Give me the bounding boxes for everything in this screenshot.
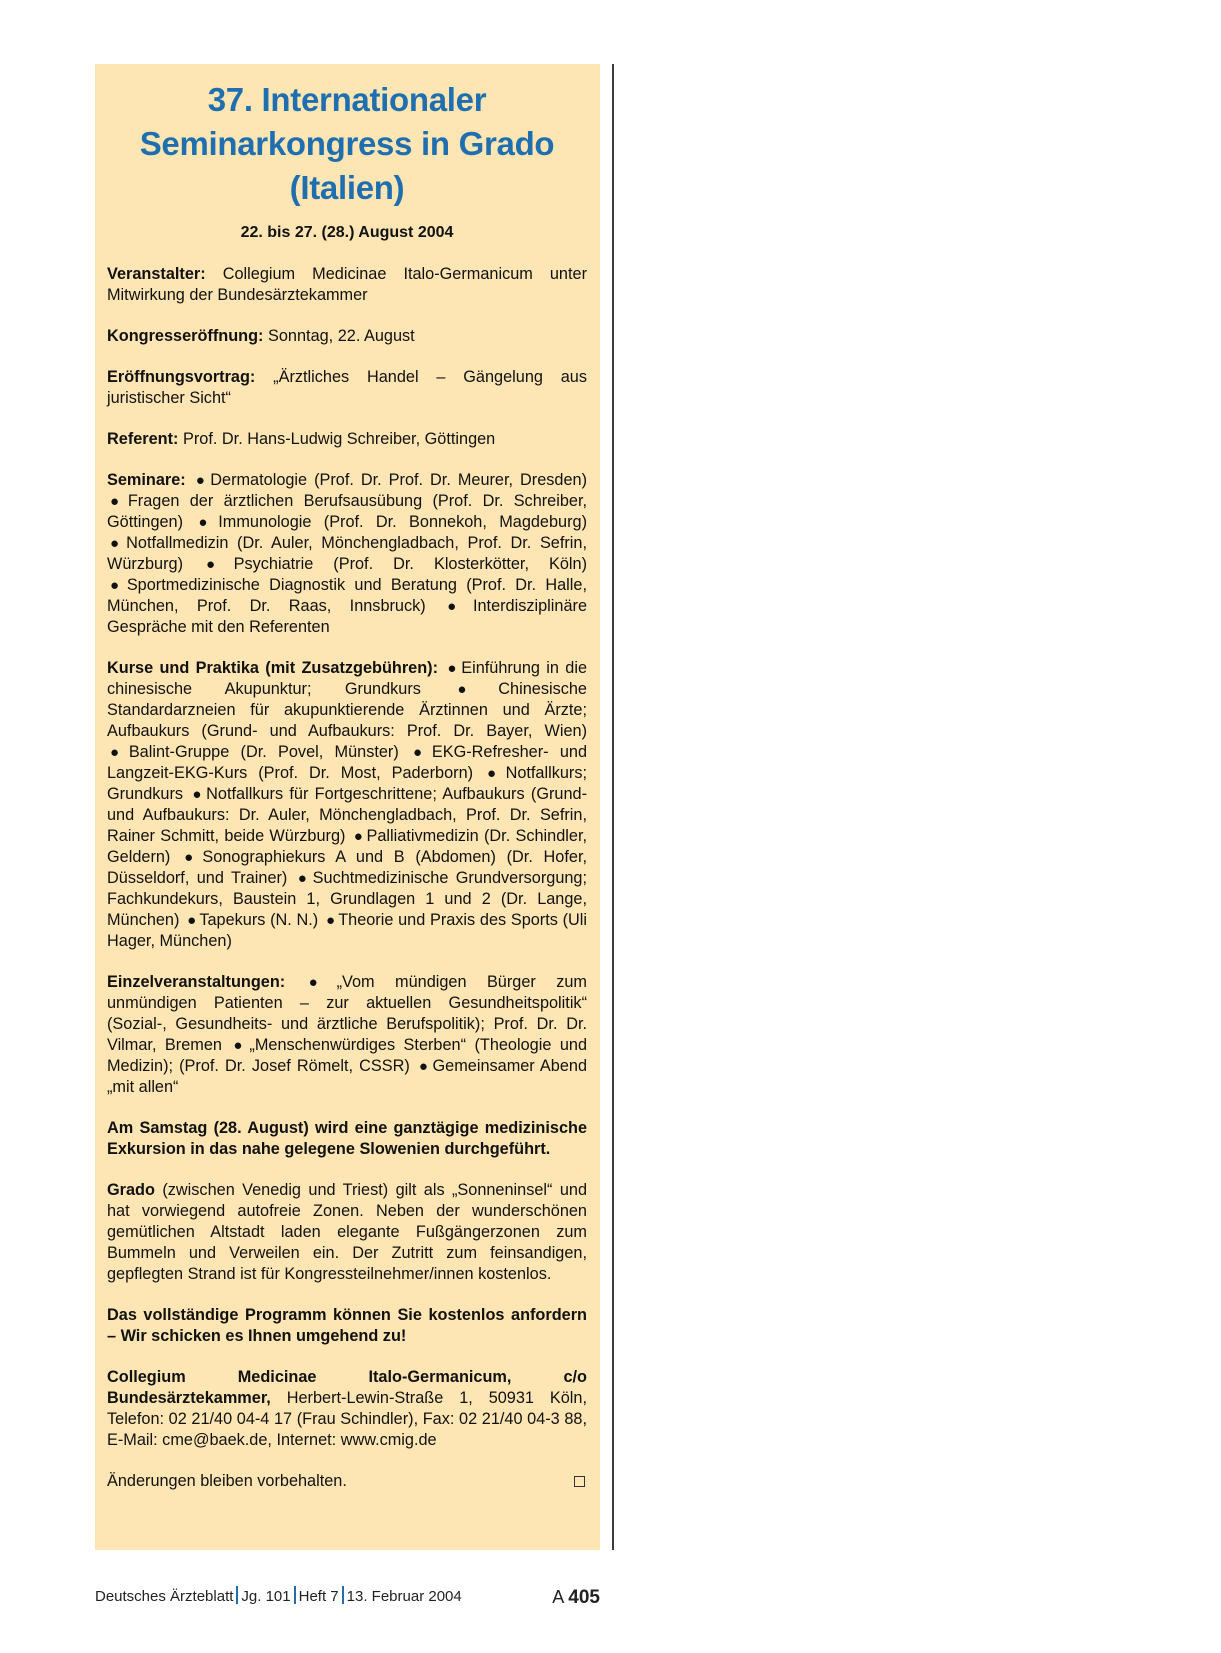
end-square-icon xyxy=(574,1476,585,1487)
column-rule xyxy=(612,64,614,1550)
veranstalter-text: Collegium Medicinae Italo-Germanicum unter Mitwirkung der Bundesärztekammer xyxy=(107,265,587,304)
kurs-item: Theorie und Praxis des Sports (Uli Hager, München) xyxy=(107,911,588,950)
eroeffnung-text: Sonntag, 22. August xyxy=(268,327,415,345)
bullet-icon: ● xyxy=(447,660,459,677)
aenderungen-text: Änderungen bleiben vorbehalten. xyxy=(107,1472,347,1490)
bullet-icon: ● xyxy=(418,1058,430,1075)
eroeffnung-paragraph xyxy=(107,326,587,347)
vortrag-text: „Ärztliches Handel – Gängelung aus juristischer Sicht“ xyxy=(107,368,587,407)
kontakt-paragraph xyxy=(107,1367,587,1451)
footer-datum: 13. Februar 2004 xyxy=(346,1588,462,1605)
kurse-paragraph xyxy=(107,658,587,952)
referent-paragraph xyxy=(107,429,587,450)
bullet-icon: ● xyxy=(457,681,496,698)
bullet-icon: ● xyxy=(308,974,334,991)
bullet-icon: ● xyxy=(192,786,204,803)
seminar-item: Dermatologie (Prof. Dr. Prof. Dr. Meurer, Dresden) xyxy=(210,471,587,489)
bullet-icon: ● xyxy=(184,849,200,866)
seminar-item: Notfallmedizin (Dr. Auler, Mönchengladbach, Prof. Dr. Sefrin, Würzburg) xyxy=(107,534,587,573)
bullet-icon: ● xyxy=(187,912,197,929)
kurse-label: Kurse und Praktika (mit Zusatzgebühren): xyxy=(107,659,439,677)
referent-label: Referent: xyxy=(107,430,179,448)
bullet-icon: ● xyxy=(206,556,231,573)
bullet-icon: ● xyxy=(110,577,124,594)
bullet-icon: ● xyxy=(233,1037,247,1054)
footer-jahrgang: Jg. 101 xyxy=(241,1588,291,1605)
footer-separator xyxy=(236,1586,238,1604)
bullet-icon: ● xyxy=(110,744,126,761)
footer-journal: Deutsches Ärzteblatt xyxy=(95,1588,234,1605)
veranstalter-paragraph xyxy=(107,264,587,306)
bullet-icon: ● xyxy=(297,870,310,887)
aenderungen-row xyxy=(107,1471,587,1492)
footer-heft: Heft 7 xyxy=(298,1588,339,1605)
einzel-item: Gemeinsamer Abend „mit allen“ xyxy=(107,1057,587,1096)
seminar-item: Psychiatrie (Prof. Dr. Klosterkötter, Köln) xyxy=(233,555,588,573)
vortrag-label: Eröffnungsvortrag: xyxy=(107,368,256,386)
kurs-item: Notfallkurs für Fortgeschrittene; Aufbaukurs (Grund- und Aufbaukurs: Dr. Auler, Mönchengladbach, Prof. Dr. Sefrin, Rainer Schmitt, beide Würzburg) xyxy=(107,785,587,845)
kurs-item: Einführung in die chinesische Akupunktur; Grundkurs xyxy=(107,659,587,698)
grado-label: Grado xyxy=(107,1181,155,1199)
programm-paragraph: Das vollständige Programm können Sie kostenlos anfordern – Wir schicken es Ihnen umgehend zu! xyxy=(107,1306,587,1345)
einzel-label: Einzelveranstaltungen: xyxy=(107,973,286,991)
page-footer xyxy=(95,1585,600,1609)
seminar-item: Fragen der ärztlichen Berufsausübung (Prof. Dr. Schreiber, Göttingen) xyxy=(107,492,588,531)
title-line: 37. Internationaler xyxy=(207,81,487,118)
page-number-value: 405 xyxy=(568,1587,600,1608)
kurs-item: Balint-Gruppe (Dr. Povel, Münster) xyxy=(128,743,399,761)
einzel-item: „Vom mündigen Bürger zum unmündigen Patienten – zur aktuellen Gesundheitspolitik“ (Sozial-, Gesundheits- und ärztliche Berufspolitik); Prof. Dr. Dr. Vilmar, Bremen xyxy=(107,973,587,1054)
bullet-icon: ● xyxy=(110,493,125,510)
seminar-item: Immunologie (Prof. Dr. Bonnekoh, Magdeburg) xyxy=(218,513,587,531)
event-date: 22. bis 27. (28.) August 2004 xyxy=(240,224,454,241)
seminar-item: Interdisziplinäre Gespräche mit den Referenten xyxy=(107,597,587,636)
footer-separator xyxy=(294,1586,296,1604)
bullet-icon: ● xyxy=(198,514,216,531)
bullet-icon: ● xyxy=(195,472,208,489)
bullet-icon: ● xyxy=(413,744,429,761)
referent-text: Prof. Dr. Hans-Ludwig Schreiber, Göttingen xyxy=(183,430,496,448)
einzel-paragraph xyxy=(107,972,587,1098)
exkursion-paragraph: Am Samstag (28. August) wird eine ganztägige medizinische Exkursion in das nahe gelegene Slowenien durchgeführt. xyxy=(107,1119,587,1158)
bullet-icon: ● xyxy=(487,765,503,782)
page-number xyxy=(552,1585,600,1610)
kurs-item: Tapekurs (N. N.) xyxy=(199,911,319,929)
announcement-title xyxy=(107,78,587,210)
page-prefix: A xyxy=(552,1587,564,1607)
bullet-icon: ● xyxy=(110,535,124,552)
veranstalter-label: Veranstalter: xyxy=(107,265,206,283)
seminare-label: Seminare: xyxy=(107,471,186,489)
kurs-item: Sonographiekurs A und B (Abdomen) (Dr. Hofer, Düsseldorf, und Trainer) xyxy=(107,848,587,887)
bullet-icon: ● xyxy=(447,598,470,615)
kontakt-label: Collegium Medicinae Italo-Germanicum, c/o Bundesärztekammer, xyxy=(107,1368,587,1407)
kontakt-text: Herbert-Lewin-Straße 1, 50931 Köln, Telefon: 02 21/40 04-4 17 (Frau Schindler), Fax: 02 21/40 04-3 88, E-Mail: cme@baek.de, Internet: www.cmig.de xyxy=(107,1389,587,1449)
eroeffnung-label: Kongresseröffnung: xyxy=(107,327,264,345)
vortrag-paragraph xyxy=(107,367,587,409)
grado-paragraph xyxy=(107,1180,587,1285)
seminare-paragraph xyxy=(107,470,587,638)
title-line: (Italien) xyxy=(289,169,405,206)
kurs-item: Notfallkurs; Grundkurs xyxy=(107,764,587,803)
kurs-item: Chinesische Standardarzneien für akupunktierende Ärztinnen und Ärzte; Aufbaukurs (Grund- und Aufbaukurs: Prof. Dr. Bayer, Wien) xyxy=(107,680,587,740)
grado-text: (zwischen Venedig und Triest) gilt als „Sonneninsel“ und hat vorwiegend autofreie Zonen. Neben der wunderschönen gemütlichen Altstadt laden elegante Fußgängerzonen zum Bummeln und Verweilen ein. Der Zutritt zum feinsandigen, gepflegten Strand ist für Kongressteilnehmer/innen kostenlos. xyxy=(107,1181,587,1283)
kurs-item: Palliativmedizin (Dr. Schindler, Geldern) xyxy=(107,827,587,866)
kurs-item: Suchtmedizinische Grundversorgung; Fachkundekurs, Baustein 1, Grundlagen 1 und 2 (Dr. Lange, München) xyxy=(107,869,588,929)
kurs-item: EKG-Refresher- und Langzeit-EKG-Kurs (Prof. Dr. Most, Paderborn) xyxy=(107,743,587,782)
announcement-box xyxy=(95,64,600,1550)
title-line: Seminarkongress in Grado xyxy=(139,125,555,162)
einzel-item: „Menschenwürdiges Sterben“ (Theologie und Medizin); (Prof. Dr. Josef Römelt, CSSR) xyxy=(107,1036,588,1075)
footer-separator xyxy=(342,1586,344,1604)
bullet-icon: ● xyxy=(325,912,336,929)
seminar-item: Sportmedizinische Diagnostik und Beratung (Prof. Dr. Halle, München, Prof. Dr. Raas, Innsbruck) xyxy=(107,576,587,615)
bullet-icon: ● xyxy=(353,828,364,845)
